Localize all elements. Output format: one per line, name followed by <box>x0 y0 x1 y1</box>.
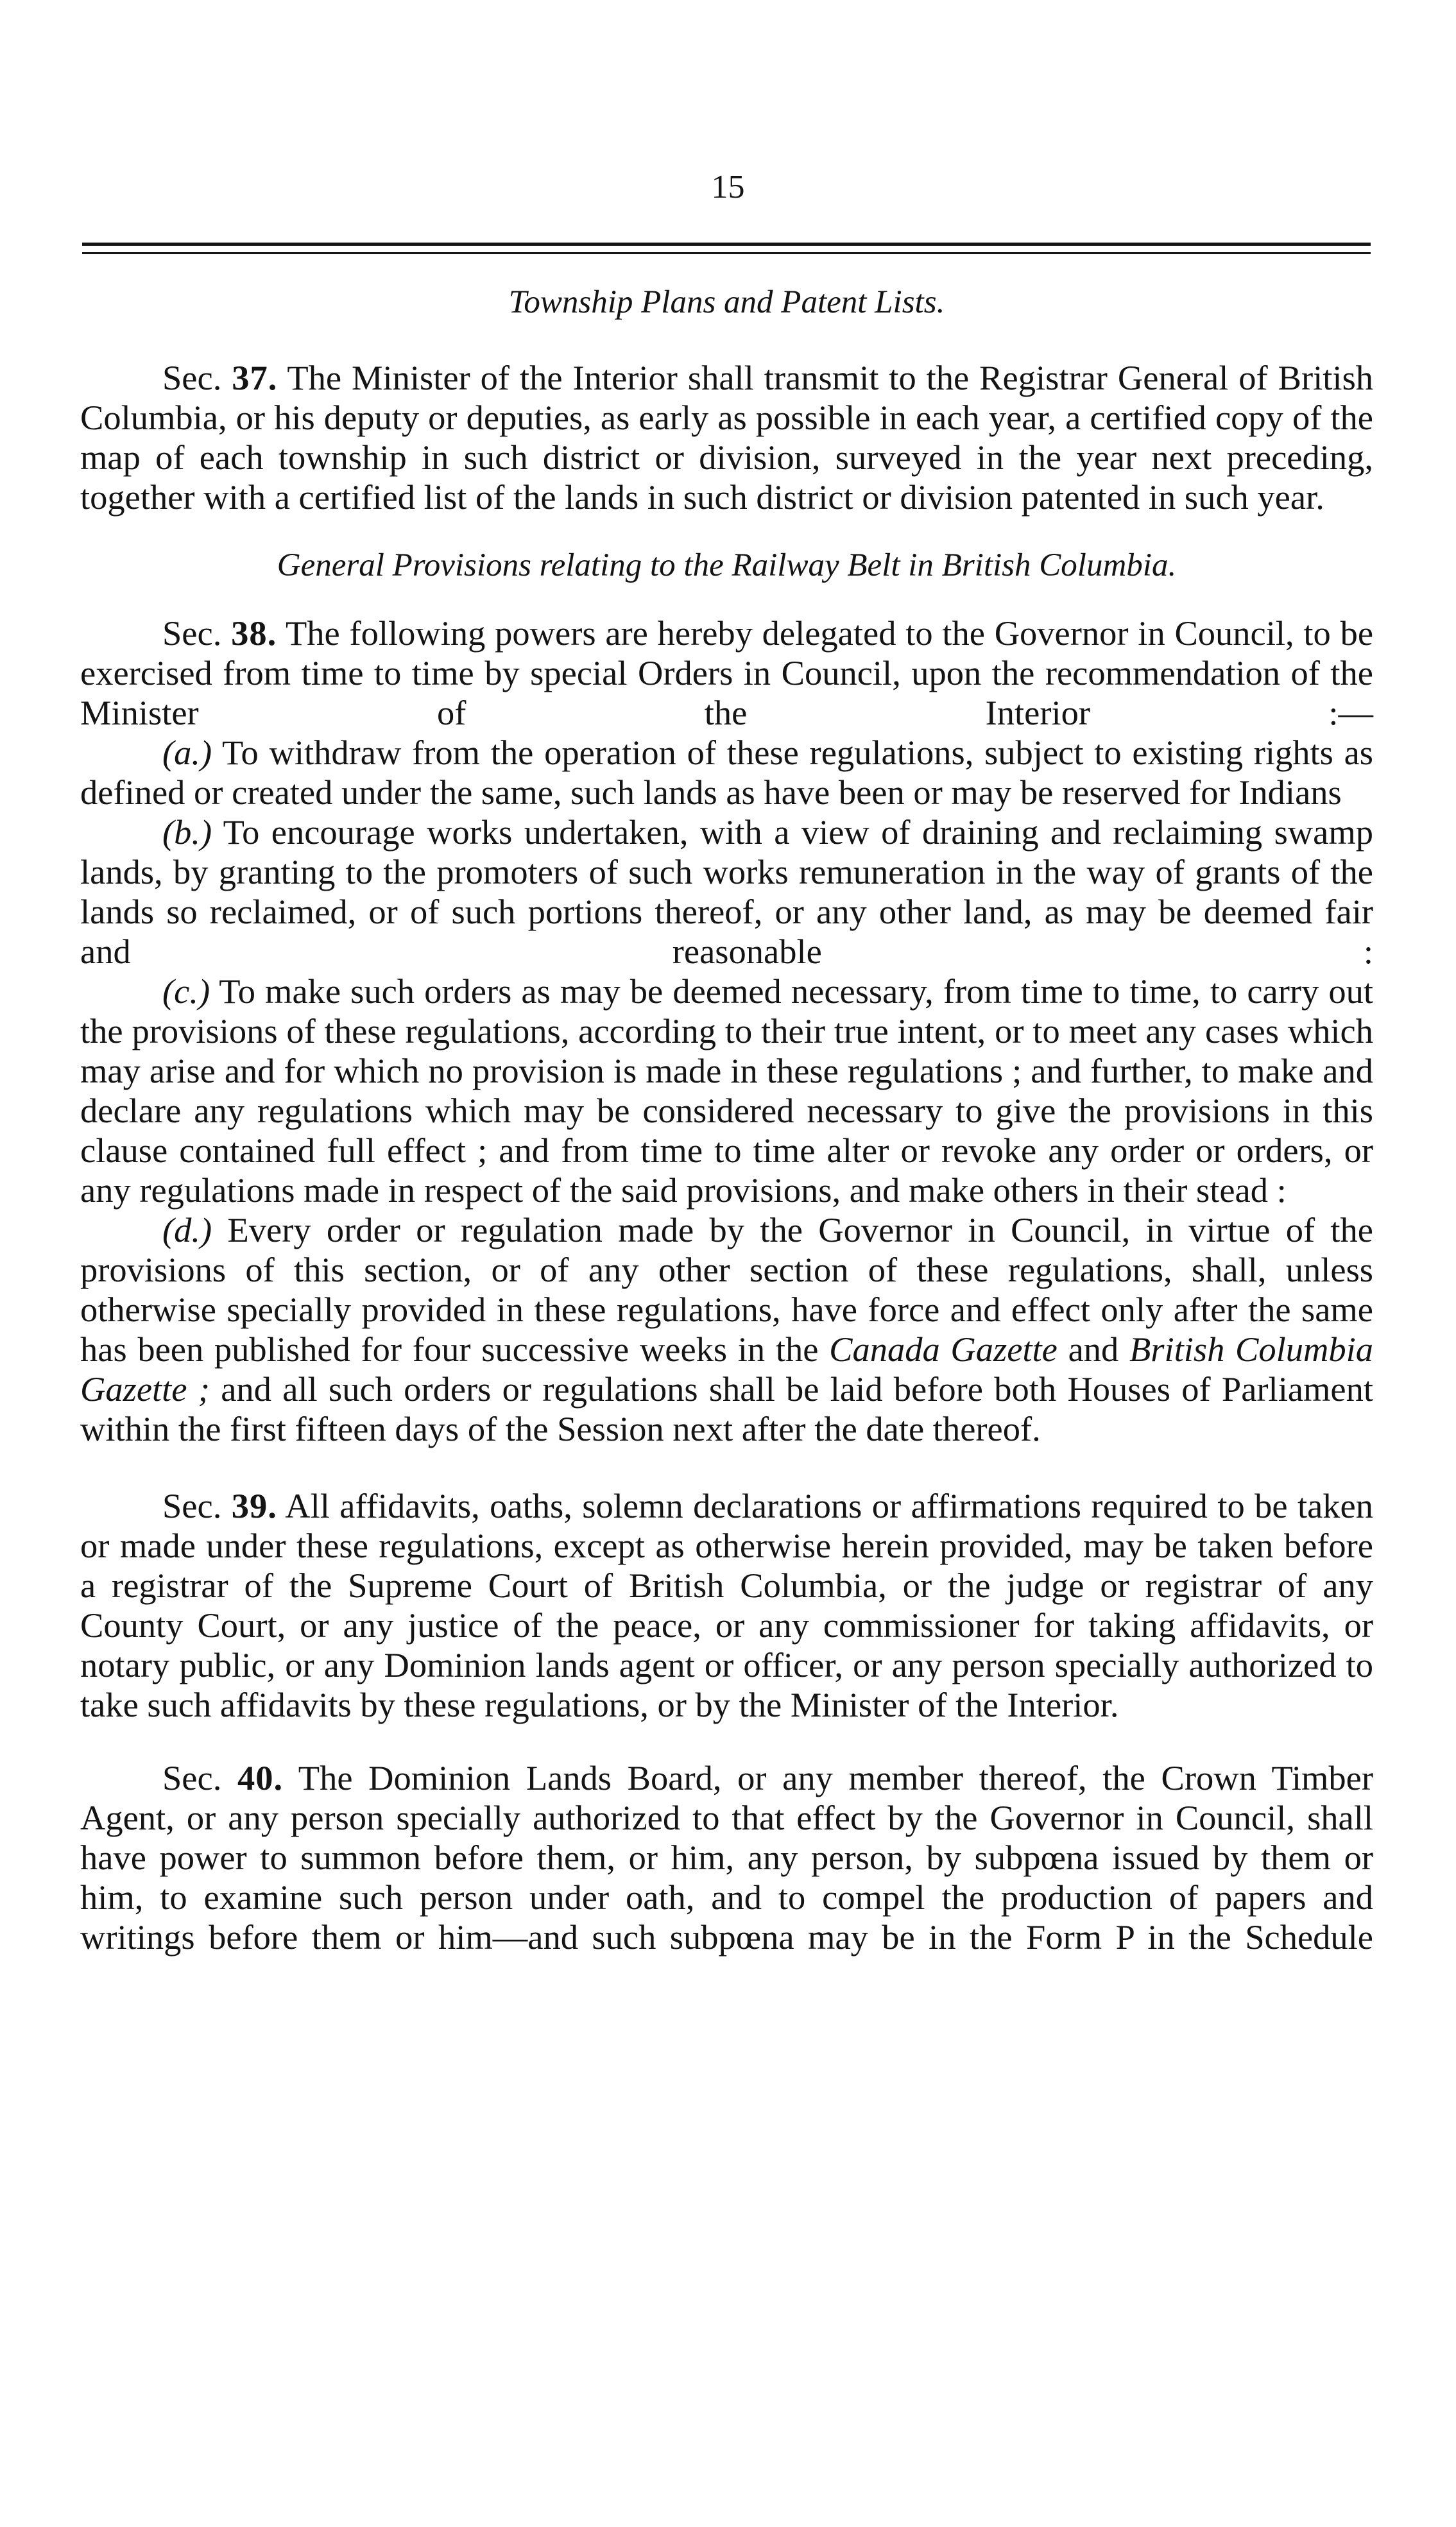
clause-a-label: (a.) <box>162 733 212 772</box>
section-38-text: The following powers are hereby delegated to the Governor in Council, to be exercised from time to time by special Orders in Council, upon the recommendation of the Minister of the Interior :— <box>80 613 1374 732</box>
clause-d-text-part-2: and all such orders or regulations shall be laid before both Houses of Parliament within the first fifteen days of the Session next after the date thereof. <box>80 1369 1373 1448</box>
clause-c-text: To make such orders as may be deemed necessary, from time to time, to carry out the provisions of these regulations, according to their true intent, or to meet any cases which may arise and for which no provision is made in these regulations ; and further, to make and declare any regulations which may be considered necessary to give the provisions in this clause contained full effect ; and from time to time alter or revoke any order or orders, or any regulations made in respect of the said provisions, and make others in their stead : <box>80 972 1374 1210</box>
section-37-paragraph <box>80 358 1373 517</box>
section-number-38: 38. <box>231 613 277 653</box>
section-label: Sec. <box>162 358 222 397</box>
header-double-rule <box>82 243 1371 254</box>
clause-b-paragraph <box>80 812 1373 972</box>
clause-c-label: (c.) <box>162 972 210 1011</box>
clause-a-text: To withdraw from the operation of these regulations, subject to existing rights as defined or created under the same, such lands as have been or may be reserved for Indians <box>80 733 1373 812</box>
clause-d-text-part-1: Every order or regulation made by the Governor in Council, in virtue of the provisions of this section, or of any other section of these regulations, shall, unless otherwise specially provided in these regulations, have force and effect only after the same has been published for four successive weeks in the <box>80 1210 1373 1369</box>
section-37-text: The Minister of the Interior shall transmit to the Registrar General of British Columbia, or his deputy or deputies, as early as possible in each year, a certified copy of the map of each township in such district or division, surveyed in the year next preceding, together with a certified list of the lands in such district or division patented in such year. <box>80 358 1374 517</box>
clause-a-paragraph <box>80 733 1373 812</box>
section-40-text: The Dominion Lands Board, or any member thereof, the Crown Timber Agent, or any person specially authorized to that effect by the Governor in Council, shall have power to summon before them, or him, any person, by subpœna issued by them or him, to examine such person under oath, and to compel the production of papers and writings before them or him—and such subpœna may be in the Form P in the Schedule <box>80 1758 1374 1957</box>
section-label: Sec. <box>162 1758 222 1797</box>
clause-d-label: (d.) <box>162 1210 212 1249</box>
clause-d-paragraph <box>80 1210 1373 1449</box>
section-number-40: 40. <box>237 1758 284 1797</box>
section-heading-railway-belt: General Provisions relating to the Railway Belt in British Columbia. <box>277 547 1177 583</box>
section-40-paragraph <box>80 1758 1373 1957</box>
canada-gazette-title: Canada Gazette <box>829 1330 1058 1369</box>
section-39-text: All affidavits, oaths, solemn declarations or affirmations required to be taken or made under these regulations, except as otherwise herein provided, may be taken before a registrar of the Supreme Court of British Columbia, or the judge or registrar of any County Court, or any justice of the peace, or any commissioner for taking affidavits, or notary public, or any Dominion lands agent or officer, or any person specially authorized to take such affidavits by these regulations, or by the Minister of the Interior. <box>80 1486 1373 1724</box>
section-label: Sec. <box>162 1486 222 1525</box>
british-columbia-gazette-title: British Columbia Gazette ; <box>80 1330 1374 1409</box>
section-number-37: 37. <box>232 358 278 397</box>
clause-d-and: and <box>1068 1330 1119 1369</box>
page-body <box>80 282 1373 1957</box>
clause-b-text: To encourage works undertaken, with a view of draining and reclaiming swamp lands, by granting to the promoters of such works remuneration in the way of grants of the lands so reclaimed, or of such portions thereof, or any other land, as may be deemed fair and reasonable : <box>80 812 1373 971</box>
clause-c-paragraph <box>80 972 1373 1210</box>
page-number: 15 <box>711 169 745 205</box>
section-label: Sec. <box>162 613 222 653</box>
section-39-paragraph <box>80 1486 1373 1725</box>
clause-b-label: (b.) <box>162 812 212 852</box>
section-heading-township-plans: Township Plans and Patent Lists. <box>508 284 945 320</box>
section-38-paragraph <box>80 613 1373 733</box>
section-number-39: 39. <box>231 1486 277 1525</box>
